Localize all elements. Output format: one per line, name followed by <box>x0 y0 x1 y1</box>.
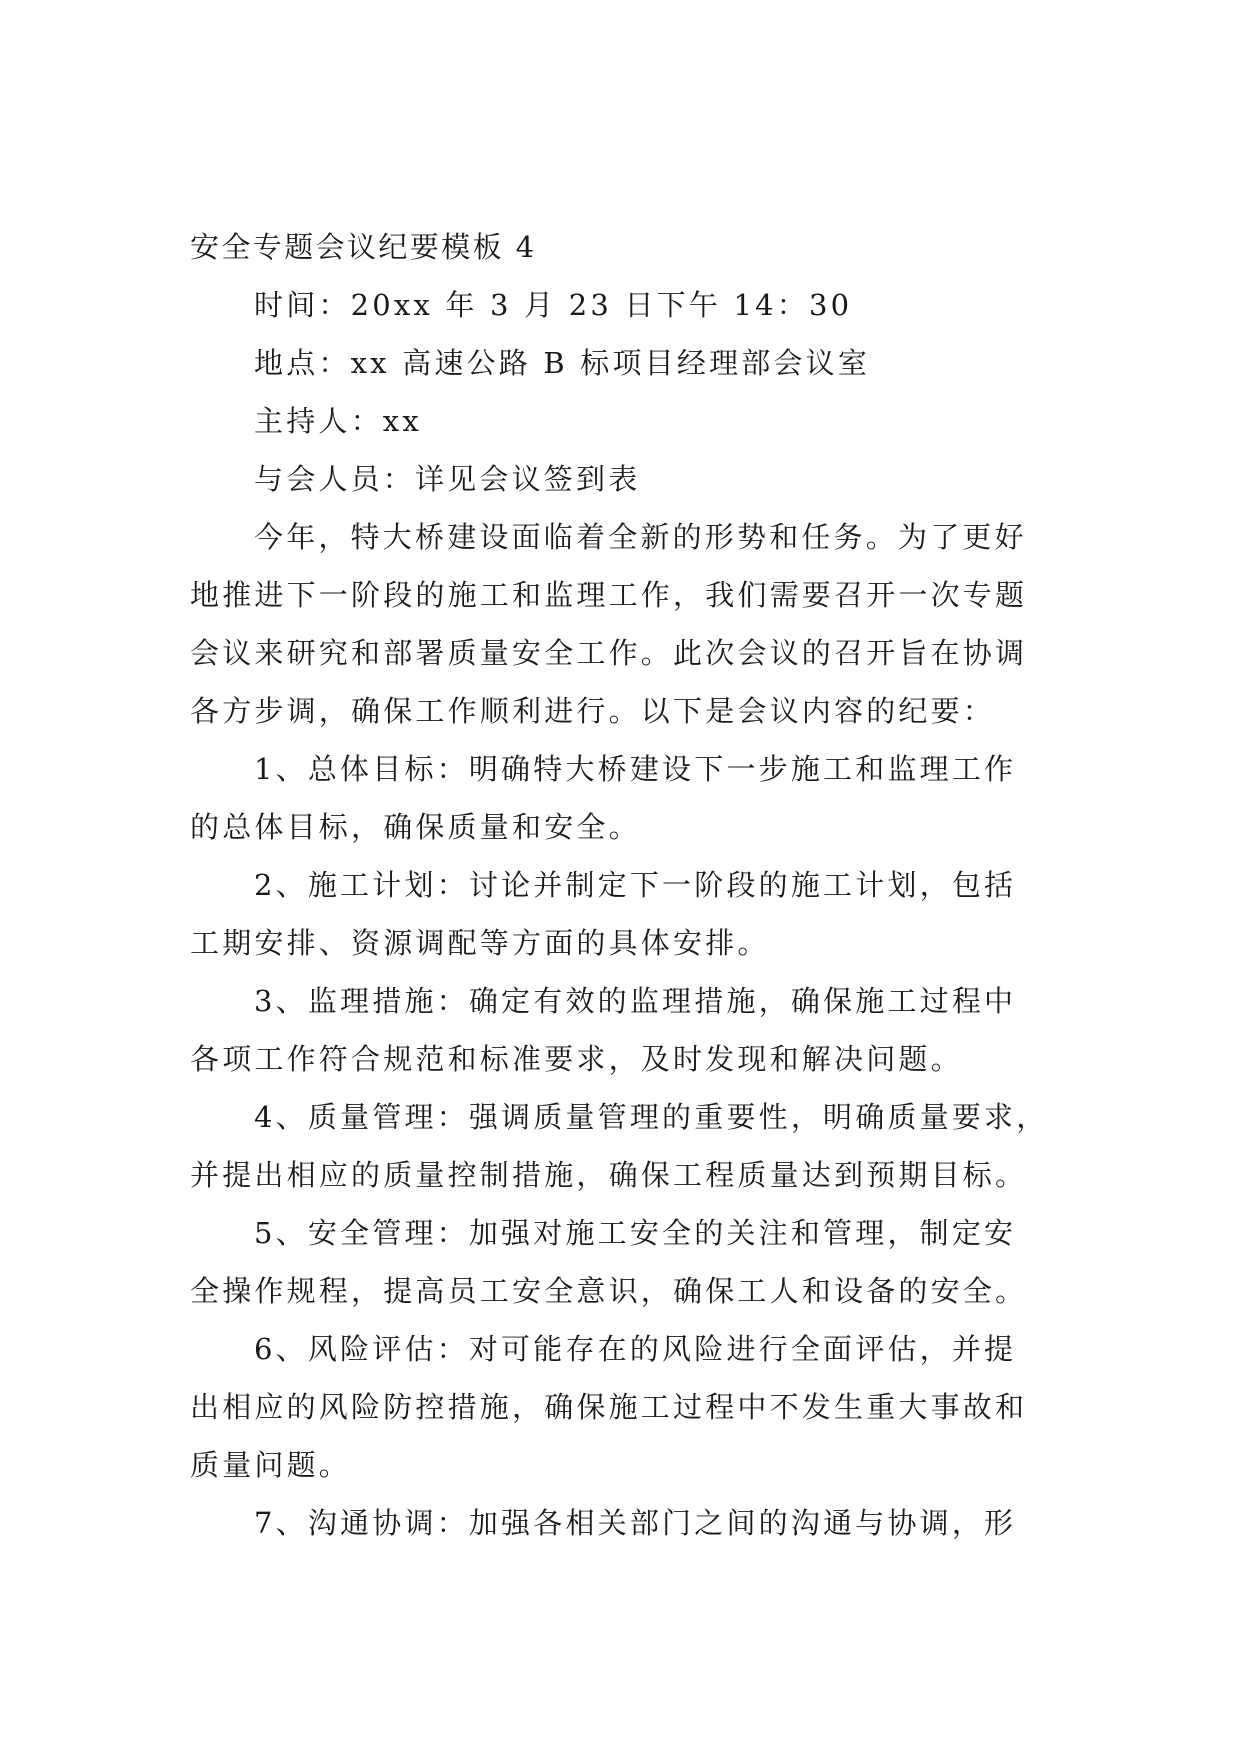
item-3-supervision-measures <box>190 972 1052 1088</box>
item-4-quality-management <box>190 1088 1052 1204</box>
item-line: 的总体目标，确保质量和安全。 <box>190 810 641 844</box>
intro-line: 各方步调，确保工作顺利进行。以下是会议内容的纪要： <box>190 694 996 728</box>
item-line: 4、质量管理：强调质量管理的重要性，明确质量要求， <box>254 1100 1049 1134</box>
item-line: 5、安全管理：加强对施工安全的关注和管理，制定安 <box>254 1216 1017 1250</box>
intro-line: 今年，特大桥建设面临着全新的形势和任务。为了更好 <box>254 520 1027 554</box>
item-line: 各项工作符合规范和标准要求，及时发现和解决问题。 <box>190 1042 963 1076</box>
intro-paragraph <box>190 508 1052 740</box>
item-2-construction-plan <box>190 856 1052 972</box>
item-line: 1、总体目标：明确特大桥建设下一步施工和监理工作 <box>254 752 1017 786</box>
intro-line: 地推进下一阶段的施工和监理工作，我们需要召开一次专题 <box>190 578 1028 612</box>
item-1-overall-goal <box>190 740 1052 856</box>
meeting-attendees: 与会人员：详见会议签到表 <box>254 462 641 496</box>
item-line: 6、风险评估：对可能存在的风险进行全面评估，并提 <box>254 1332 1017 1366</box>
item-line: 质量问题。 <box>190 1448 352 1482</box>
item-line: 7、沟通协调：加强各相关部门之间的沟通与协调，形 <box>254 1506 1017 1540</box>
meeting-meta <box>190 276 1052 508</box>
item-7-communication <box>190 1494 1052 1552</box>
item-line: 出相应的风险防控措施，确保施工过程中不发生重大事故和 <box>190 1390 1028 1424</box>
item-line: 工期安排、资源调配等方面的具体安排。 <box>190 926 770 960</box>
item-line: 3、监理措施：确定有效的监理措施，确保施工过程中 <box>254 984 1017 1018</box>
item-line: 全操作规程，提高员工安全意识，确保工人和设备的安全。 <box>190 1274 1028 1308</box>
meeting-time: 时间：20xx 年 3 月 23 日下午 14：30 <box>254 288 853 322</box>
document-title: 安全专题会议纪要模板 4 <box>190 230 537 264</box>
document-body <box>190 218 1052 1552</box>
item-line: 2、施工计划：讨论并制定下一阶段的施工计划，包括 <box>254 868 1017 902</box>
intro-line: 会议来研究和部署质量安全工作。此次会议的召开旨在协调 <box>190 636 1028 670</box>
meeting-host: 主持人：xx <box>254 404 422 438</box>
item-5-safety-management <box>190 1204 1052 1320</box>
item-line: 并提出相应的质量控制措施，确保工程质量达到预期目标。 <box>190 1158 1028 1192</box>
item-6-risk-assessment <box>190 1320 1052 1494</box>
meeting-location: 地点：xx 高速公路 B 标项目经理部会议室 <box>254 346 871 380</box>
